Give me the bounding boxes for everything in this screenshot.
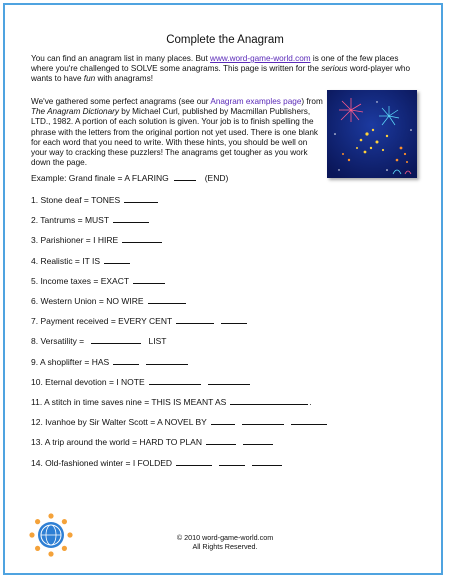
gathered-text-2: ) from (301, 97, 323, 106)
question-text: 1. Stone deaf = TONES (31, 195, 121, 205)
answer-blank[interactable] (124, 194, 158, 203)
intro-serious: serious (321, 64, 348, 74)
intro-text-4: with anagrams! (95, 74, 153, 84)
answer-blank[interactable] (291, 416, 327, 425)
question-item (31, 335, 166, 346)
question-item (31, 275, 165, 286)
intro-text-2: is one of the few places where you're challenged to SOLVE some anagrams. This page is written for the (31, 54, 399, 74)
answer-blank[interactable] (113, 214, 149, 223)
fireworks-graphic (327, 90, 417, 178)
question-item (31, 436, 273, 447)
answer-blank[interactable] (146, 356, 188, 365)
question-item (31, 295, 186, 306)
question-text: 3. Parishioner = I HIRE (31, 235, 119, 246)
answer-blank[interactable] (219, 457, 245, 466)
intro-paragraph (31, 54, 421, 85)
question-text: 13. A trip around the world = HARD TO PLAN (31, 437, 202, 448)
copyright-text: © 2010 word-game-world.com (176, 533, 274, 542)
answer-blank[interactable] (148, 295, 186, 304)
answer-blank[interactable] (243, 436, 273, 445)
question-item (31, 194, 158, 205)
gathered-paragraph (31, 97, 323, 168)
example-answer: (END) (204, 173, 229, 183)
answer-blank[interactable] (122, 234, 162, 243)
question-suffix: . (309, 397, 312, 407)
intro-fun: fun (83, 74, 96, 84)
example-line (31, 172, 228, 183)
question-item (31, 376, 250, 387)
answer-blank[interactable] (230, 396, 308, 405)
intro-text-3: word-player who wants to have (31, 64, 410, 84)
page-frame (3, 3, 443, 575)
question-text: 8. Versatility = (31, 336, 87, 347)
anagram-examples-link[interactable]: Anagram examples page (210, 97, 302, 106)
example-text: Example: Grand finale = A FLARING (31, 173, 169, 183)
book-title: The Anagram Dictionary (31, 107, 119, 117)
answer-blank[interactable] (104, 255, 130, 264)
answer-blank[interactable] (252, 457, 282, 466)
gathered-text-3: by Michael Curl, published by Macmillan Publishers, LTD., 1982. A portion of each solution is given. Your job is to finish spelling the phrase with the letters from the original portion not yet used. There is one blank for each word that you need to write. With these hints, you should be well on your way to cracking these puzzlers! The anagrams get tougher as you work down the page. (31, 107, 319, 168)
question-text: 14. Old-fashioned winter = I FOLDED (31, 457, 173, 468)
fireworks-image (327, 90, 417, 178)
question-text: 12. Ivanhoe by Sir Walter Scott = A NOVEL BY (31, 417, 207, 428)
question-text: 6. Western Union = NO WIRE (31, 296, 144, 306)
question-text: 4. Realistic = IT IS (31, 255, 101, 266)
question-item (31, 234, 162, 245)
question-item (31, 255, 130, 266)
question-text: 11. A stitch in time saves nine = THIS IS MEANT AS (31, 397, 227, 407)
question-text: 10. Eternal devotion = I NOTE (31, 376, 145, 387)
gathered-text-1: We've gathered some perfect anagrams (see our (31, 97, 211, 106)
answer-blank[interactable] (221, 315, 247, 324)
answer-blank[interactable] (176, 457, 212, 466)
question-item (31, 396, 312, 407)
question-text: 2. Tantrums = MUST (31, 215, 110, 226)
question-item (31, 356, 188, 367)
intro-text-1: You can find an anagram list in many places. But (31, 54, 211, 63)
answer-blank[interactable] (176, 315, 214, 324)
footer (0, 533, 450, 551)
question-item (31, 315, 247, 326)
question-item (31, 457, 282, 468)
answer-blank[interactable] (242, 416, 284, 425)
answer-blank[interactable] (211, 416, 235, 425)
question-text: 5. Income taxes = EXACT (31, 275, 130, 286)
question-suffix: LIST (148, 336, 167, 347)
example-blank (174, 172, 196, 181)
answer-blank[interactable] (113, 356, 139, 365)
answer-blank[interactable] (133, 275, 165, 284)
answer-blank[interactable] (91, 335, 141, 344)
question-text: 7. Payment received = EVERY CENT (31, 316, 173, 327)
page-title: Complete the Anagram (166, 34, 284, 46)
answer-blank[interactable] (149, 376, 201, 385)
question-item (31, 214, 149, 225)
question-item (31, 416, 327, 427)
site-link[interactable]: www.word-game-world.com (210, 54, 311, 63)
rights-text: All Rights Reserved. (192, 542, 258, 551)
question-text: 9. A shoplifter = HAS (31, 356, 110, 367)
answer-blank[interactable] (208, 376, 250, 385)
answer-blank[interactable] (206, 436, 236, 445)
